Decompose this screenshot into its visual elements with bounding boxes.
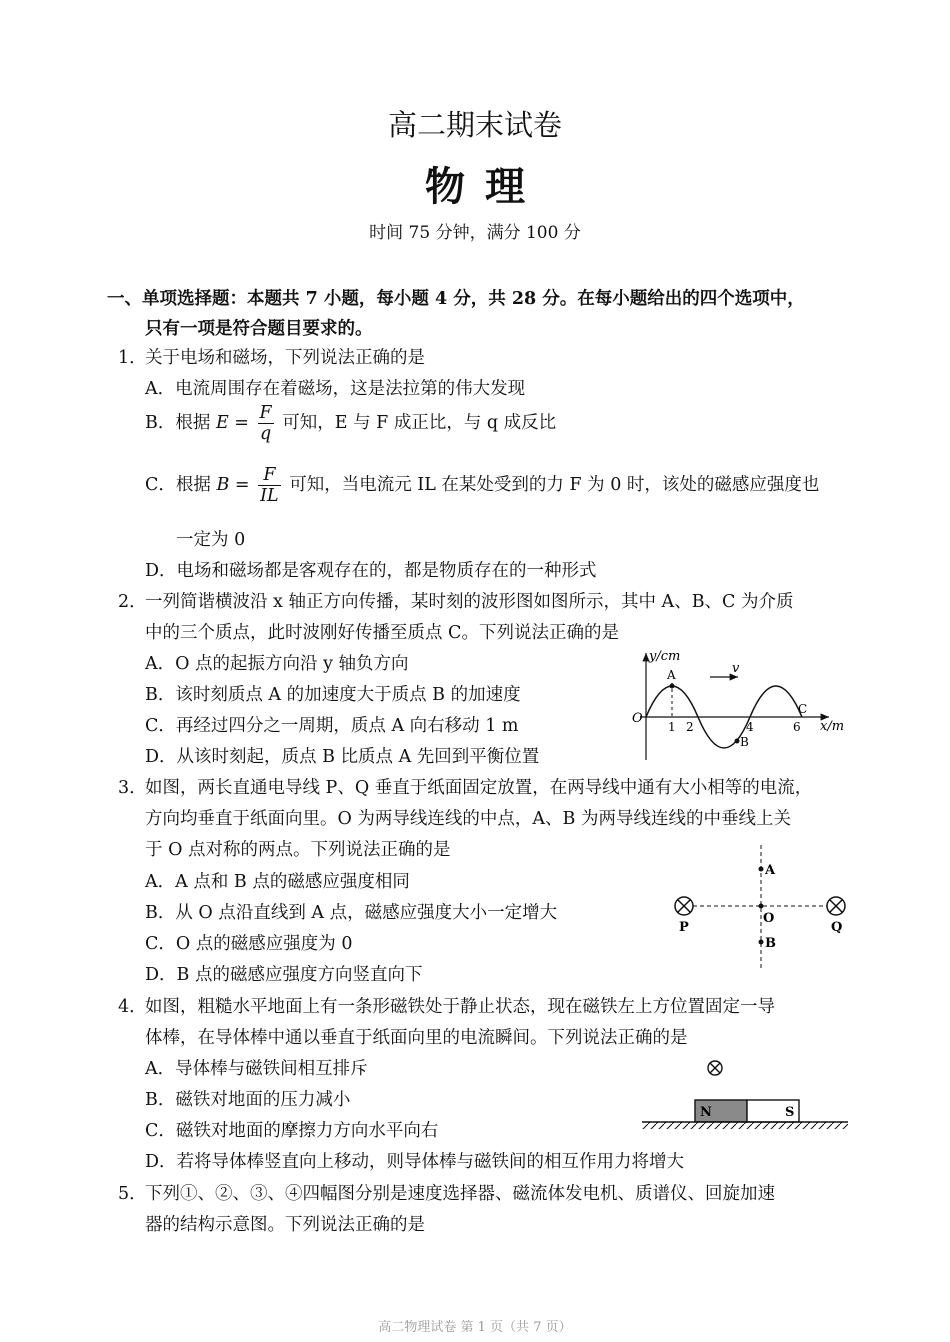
point-b-dot — [759, 940, 764, 945]
q1-option-c-denominator: IL — [260, 486, 279, 507]
q3-wires-figure — [666, 845, 856, 970]
wire-q-label: Q — [831, 920, 843, 935]
q1-option-c-fraction — [258, 465, 281, 506]
q4-option-c: C．磁铁对地面的摩擦力方向水平向右 — [145, 1121, 439, 1141]
q4-number: 4． — [118, 997, 147, 1017]
q4-option-d: D．若将导体棒竖直向上移动，则导体棒与磁铁间的相互作用力将增大 — [145, 1152, 685, 1172]
point-c-label: C — [798, 702, 808, 716]
point-o-label: O — [763, 911, 775, 926]
q3-stem-line1: 如图，两长直通电导线 P、Q 垂直于纸面固定放置，在两导线中通有大小相等的电流， — [145, 778, 813, 798]
q2-option-a: A．O 点的起振方向沿 y 轴负方向 — [145, 654, 409, 674]
q5-stem-line1: 下列①、②、③、④四幅图分别是速度选择器、磁流体发电机、质谱仪、回旋加速 — [145, 1184, 775, 1204]
q2-option-d: D．从该时刻起，质点 B 比质点 A 先回到平衡位置 — [145, 747, 540, 767]
q1-stem: 关于电场和磁场，下列说法正确的是 — [145, 348, 425, 368]
q1-number: 1． — [118, 348, 147, 368]
point-a-label: A — [765, 863, 776, 878]
q1-option-c-prefix: C．根据 — [145, 475, 217, 496]
tick-1: 1 — [668, 720, 676, 734]
section1-heading-line1: 一、单项选择题：本题共 7 小题，每小题 4 分，共 28 分。在每小题给出的四个选项中， — [107, 289, 805, 309]
q1-option-b-fraction — [258, 403, 274, 444]
time-info: 时间 75 分钟，满分 100 分 — [369, 223, 581, 243]
point-a-dot — [759, 867, 764, 872]
magnet-north-label: N — [700, 1105, 712, 1120]
q2-option-b: B．该时刻质点 A 的加速度大于质点 B 的加速度 — [145, 685, 521, 705]
x-axis-label: x/m — [820, 719, 845, 734]
q4-option-b: B．磁铁对地面的压力减小 — [145, 1090, 351, 1110]
q1-option-b-variable: E — [215, 413, 229, 434]
subject-title: 物理 — [425, 163, 545, 210]
magnet-south-label: S — [785, 1105, 795, 1120]
wire-p-label: P — [679, 920, 689, 935]
q5-stem-line2: 器的结构示意图。下列说法正确的是 — [145, 1215, 425, 1235]
q1-option-b-numerator: F — [259, 403, 272, 423]
wire-p-icon — [675, 897, 693, 915]
q4-stem-line1: 如图，粗糙水平地面上有一条形磁铁处于静止状态，现在磁铁左上方位置固定一导 — [145, 997, 775, 1017]
q1-option-c-equals: = — [229, 475, 256, 496]
q1-option-d: D．电场和磁场都是客观存在的，都是物质存在的一种形式 — [145, 561, 597, 581]
q1-option-c-rest: 可知，当电流元 IL 在某处受到的力 F 为 0 时，该处的磁感应强度也 — [283, 475, 820, 496]
point-b-label: B — [740, 735, 749, 749]
point-b-dot — [735, 739, 740, 744]
q3-option-d: D．B 点的磁感应强度方向竖直向下 — [145, 965, 423, 985]
tick-6: 6 — [793, 720, 801, 734]
q1-option-b-equals: = — [228, 413, 255, 434]
q1-option-c-variable: B — [216, 475, 230, 496]
q4-magnet-figure — [640, 1052, 850, 1137]
tick-4: 4 — [746, 720, 754, 734]
conductor-rod-icon — [708, 1061, 722, 1075]
q1-option-a: A．电流周围存在着磁场，这是法拉第的伟大发现 — [145, 379, 526, 399]
ground-hatching — [642, 1122, 848, 1129]
point-b-label: B — [765, 936, 776, 951]
q3-option-b: B．从 O 点沿直线到 A 点，磁感应强度大小一定增大 — [145, 903, 558, 923]
velocity-label: v — [732, 661, 740, 676]
q3-option-c: C．O 点的磁感应强度为 0 — [145, 934, 353, 954]
q2-stem-line2: 中的三个质点，此时波刚好传播至质点 C。下列说法正确的是 — [145, 623, 619, 643]
q3-number: 3． — [118, 778, 147, 798]
q1-option-b-rest: 可知，E 与 F 成正比，与 q 成反比 — [276, 413, 557, 434]
point-a-label: A — [667, 668, 676, 682]
q1-option-c-continuation: 一定为 0 — [176, 530, 246, 550]
q4-stem-line2: 体棒，在导体棒中通以垂直于纸面向里的电流瞬间。下列说法正确的是 — [145, 1028, 688, 1048]
y-axis-label: y/cm — [649, 649, 681, 664]
q2-option-c: C．再经过四分之一周期，质点 A 向右移动 1 m — [145, 716, 519, 736]
exam-title: 高二期末试卷 — [387, 108, 562, 142]
wire-q-icon — [827, 897, 845, 915]
q3-stem-line3: 于 O 点对称的两点。下列说法正确的是 — [145, 840, 451, 860]
q4-option-a: A．导体棒与磁铁间相互排斥 — [145, 1059, 368, 1079]
tick-2: 2 — [686, 720, 694, 734]
q5-number: 5． — [118, 1184, 147, 1204]
q2-wave-figure — [626, 645, 856, 765]
q1-option-c-numerator: F — [258, 465, 281, 486]
q2-number: 2． — [118, 592, 147, 612]
point-a-dot — [670, 684, 675, 689]
origin-label: O — [632, 711, 643, 726]
q3-stem-line2: 方向均垂直于纸面向里。O 为两导线连线的中点，A、B 为两导线连线的中垂线上关 — [145, 809, 791, 829]
q1-option-b-prefix: B．根据 — [145, 413, 216, 434]
section1-heading-line2: 只有一项是符合题目要求的。 — [145, 319, 373, 339]
q1-option-c — [145, 465, 819, 506]
q1-option-b — [145, 403, 556, 444]
point-o-dot — [759, 904, 764, 909]
page-footer: 高二物理试卷 第 1 页（共 7 页） — [378, 1320, 572, 1335]
q3-option-a: A．A 点和 B 点的磁感应强度相同 — [145, 872, 410, 892]
q2-stem-line1: 一列简谐横波沿 x 轴正方向传播，某时刻的波形图如图所示，其中 A、B、C 为介质 — [145, 592, 794, 612]
q1-option-b-denominator: q — [259, 424, 272, 445]
